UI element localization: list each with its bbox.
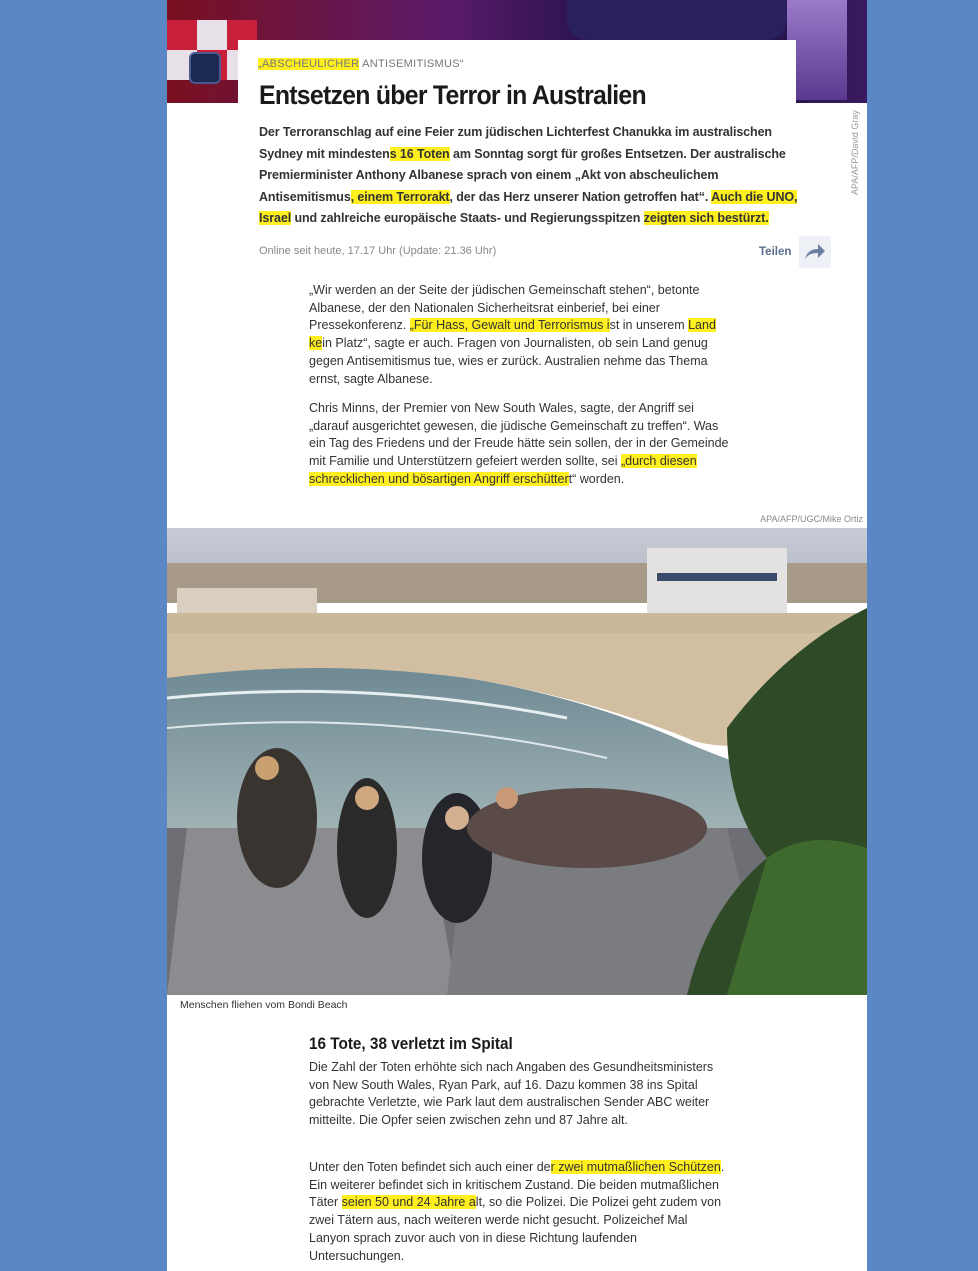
text: Unter den Toten befindet sich auch einer de [309,1160,551,1174]
text: st in unserem [609,318,689,333]
beach-photo [167,528,867,995]
text: lt, so die Polizei. Die Polizei geht zudem von zwei Tätern aus, nach weiteren werde nicht gesucht. Polizeichef Mal Lanyon sprach zuvor auch von in diese Richtung laufenden Untersuchungen. [309,1195,722,1263]
section-heading: 16 Tote, 38 verletzt im Spital [309,1034,513,1053]
lead-highlight: Auch die UNO, [711,189,798,204]
photo-credit: APA/AFP/UGC/Mike Ortiz [760,514,863,524]
lead-highlight: s 16 Toten [389,146,450,161]
kicker-highlight: „ABSCHEULICHER [258,58,360,70]
body-paragraph [309,1159,729,1265]
lead-text: am Sonntag sorgt für großes Entsetzen. Der australische Premierminister Anthony Albanese sprach von einem „Akt von abscheulichem Antisemitismus [259,146,786,204]
lead-text: , der das Herz unserer Nation getroffen hat“. [449,189,712,204]
text: in Platz“, sagte er auch. Fragen von Journalisten, ob sein Land genug gegen Antisemitismus tue, wies er zurück. Australien nehme das Thema ernst, sagte Albanese. [309,336,708,386]
lead-highlight: , einem Terrorakt [350,189,450,204]
text-highlight: r zwei mutmaßlichen Schützen [550,1160,721,1174]
police-shape [567,0,787,40]
light-shape [787,0,847,100]
camera-icon [189,52,221,84]
lead-paragraph [259,122,799,230]
article-page [167,0,867,1271]
text: „Wir werden an der Seite der jüdischen Gemeinschaft stehen“, betonte Albanese, der den Nationalen Sicherheitsrat einberief, bei einer Pressekonferenz. [309,283,700,333]
checker-tile [167,20,197,50]
photo-caption: Menschen fliehen vom Bondi Beach [180,999,348,1011]
body-paragraph [309,282,729,388]
share-button[interactable] [759,236,831,268]
hero-photo-credit: APA/AFP/David Gray [850,110,860,195]
lead-highlight: zeigten sich bestürzt. [643,211,769,225]
checker-tile [197,20,227,50]
text: Chris Minns, der Premier von New South Wales, sagte, der Angriff sei „darauf ausgerichtet gewesen, die jüdische Gemeinschaft zu treffen“. Was ein Tag des Friedens und der Freude hätte sein sollen, der in der Gemeinde mit Familie und Unterstützern gefeiert werden sollte, sei [309,401,729,469]
body-paragraph [309,400,729,489]
publish-timestamp: Online seit heute, 17.17 Uhr (Update: 21.36 Uhr) [259,245,497,257]
kicker [258,58,464,70]
body-paragraph: Die Zahl der Toten erhöhte sich nach Angaben des Gesundheitsministers von New South Wales, Ryan Park, auf 16. Dazu kommen 38 ins Spital gebrachte Verletzte, wie Park laut dem australischen Sender ABC weiter mitteilte. Die Opfer seien zwischen zehn und 87 Jahre alt. [309,1060,714,1128]
lead-highlight: Israel [259,211,292,225]
text-highlight: „durch diesen schrecklichen und bösartigen Angriff erschütter [309,454,697,486]
text-highlight: „Für Hass, Gewalt und Terrorismus i [409,318,610,333]
lead-text: Der Terroranschlag auf eine Feier zum jüdischen Lichterfest Chanukka im australischen Sydney mit mindesten [259,125,772,161]
text: . Ein weiterer befindet sich in kritischem Zustand. Die beiden mutmaßlichen Täter [309,1160,725,1210]
text: t“ worden. [568,471,625,486]
kicker-rest: ANTISEMITISMUS“ [359,58,464,70]
text-highlight: Land ke [309,318,716,351]
text-highlight: seien 50 und 24 Jahre a [341,1195,476,1210]
lead-text: und zahlreiche europäische Staats- und Regierungsspitzen [291,211,644,225]
page-title: Entsetzen über Terror in Australien [259,80,646,110]
share-arrow-icon [799,236,831,268]
share-label: Teilen [759,246,792,258]
